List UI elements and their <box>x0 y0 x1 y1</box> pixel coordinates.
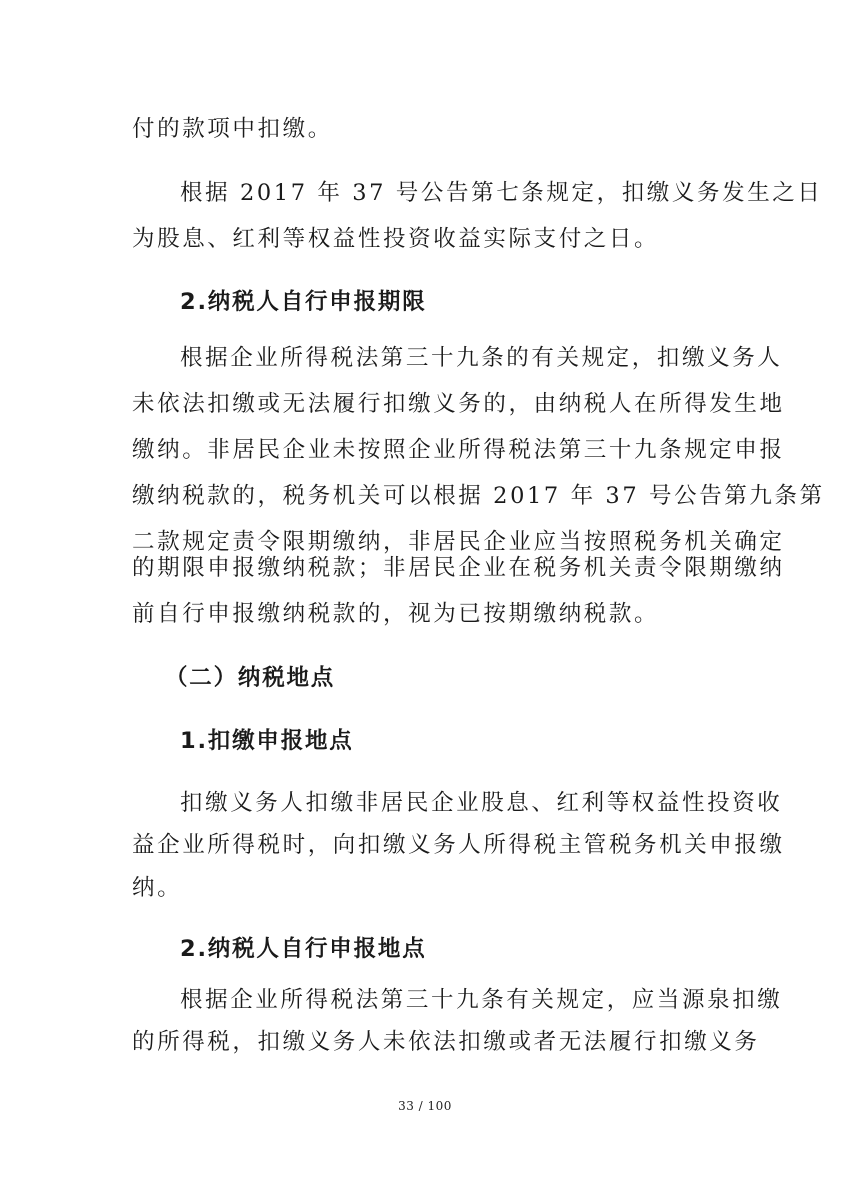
section-heading: 2.纳税人自行申报期限 <box>180 289 427 315</box>
body-text-line: 根据 2017 年 37 号公告第七条规定，扣缴义务发生之日 <box>180 180 823 206</box>
body-text-line: 缴纳税款的，税务机关可以根据 2017 年 37 号公告第九条第 <box>132 483 825 509</box>
body-text-line: 的期限申报缴纳税款；非居民企业在税务机关责令限期缴纳 <box>132 555 785 581</box>
body-text-line: 未依法扣缴或无法履行扣缴义务的，由纳税人在所得发生地 <box>132 391 785 417</box>
body-text-line: 二款规定责令限期缴纳，非居民企业应当按照税务机关确定 <box>132 529 785 555</box>
subsection-heading: 1.扣缴申报地点 <box>180 728 354 754</box>
body-text-line: 为股息、红利等权益性投资收益实际支付之日。 <box>132 226 660 252</box>
body-text-line: 根据企业所得税法第三十九条的有关规定，扣缴义务人 <box>180 345 783 371</box>
body-text-line: 前自行申报缴纳税款的，视为已按期缴纳税款。 <box>132 601 660 627</box>
subsection-heading: 2.纳税人自行申报地点 <box>180 936 427 962</box>
body-text-line: 根据企业所得税法第三十九条有关规定，应当源泉扣缴 <box>180 987 783 1013</box>
body-text-line: 扣缴义务人扣缴非居民企业股息、红利等权益性投资收 <box>180 790 783 816</box>
body-text-line: 缴纳。非居民企业未按照企业所得税法第三十九条规定申报 <box>132 437 785 463</box>
body-text-line: 的所得税，扣缴义务人未依法扣缴或者无法履行扣缴义务 <box>132 1029 760 1055</box>
body-text-line: 纳。 <box>132 875 183 901</box>
body-text-line: 益企业所得税时，向扣缴义务人所得税主管税务机关申报缴 <box>132 832 785 858</box>
page-number: 33 / 100 <box>398 1099 452 1113</box>
section-heading: （二）纳税地点 <box>165 665 336 691</box>
body-text-line: 付的款项中扣缴。 <box>132 116 333 142</box>
